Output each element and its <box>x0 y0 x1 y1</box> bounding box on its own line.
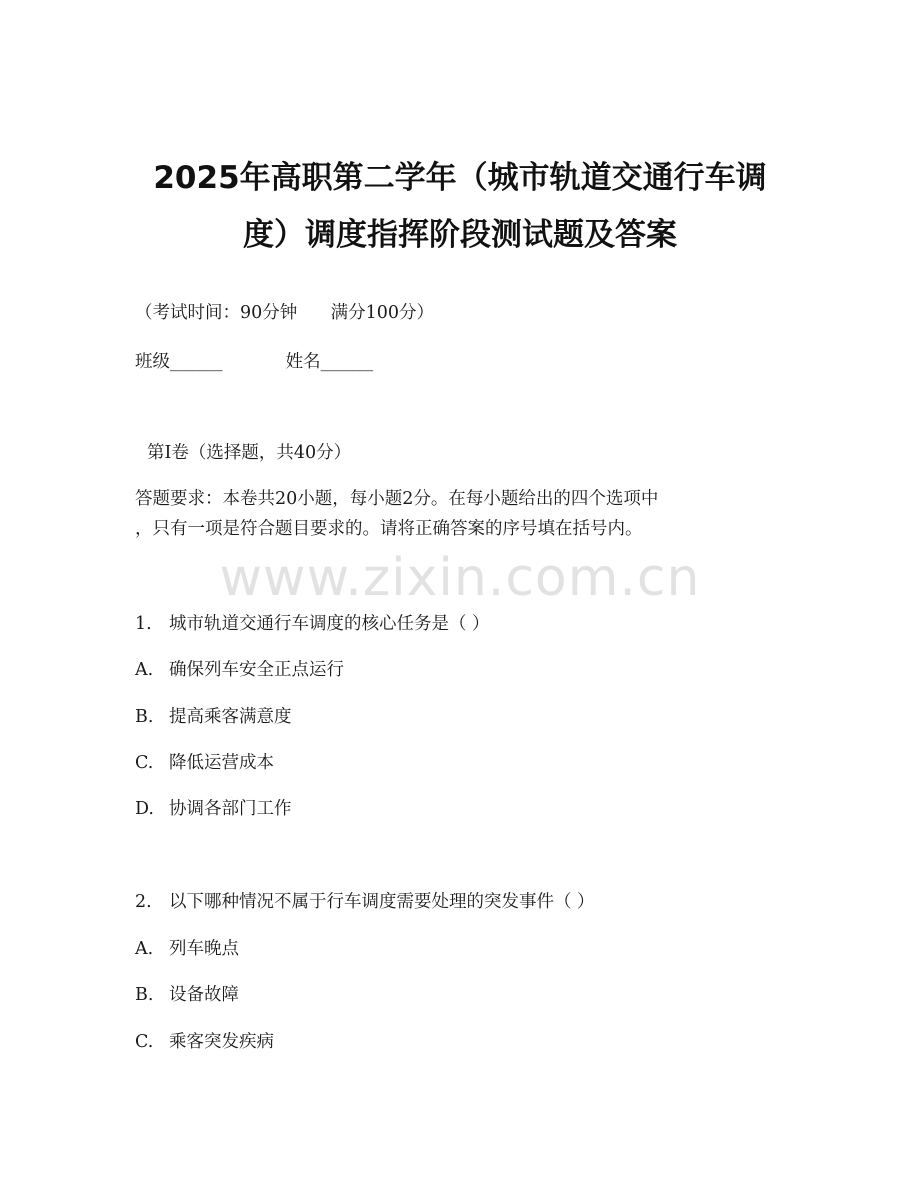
student-info-row <box>135 350 373 374</box>
question-2 <box>135 890 595 914</box>
option-text: 列车晚点 <box>169 939 239 959</box>
question-text: 以下哪种情况不属于行车调度需要处理的突发事件（ ） <box>169 892 595 912</box>
instructions-line-2: ，只有一项是符合题目要求的。请将正确答案的序号填在括号内。 <box>135 519 643 539</box>
option-letter: C. <box>135 1032 154 1052</box>
option-letter: A. <box>135 660 154 680</box>
watermark: www.zixin.com.cn <box>219 548 701 608</box>
option-letter: B. <box>135 985 154 1005</box>
option-text: 提高乘客满意度 <box>169 707 292 727</box>
option-letter: B. <box>135 707 154 727</box>
class-field: 班级______ <box>135 352 223 372</box>
question-1-option-b <box>135 705 292 729</box>
question-number: 1. <box>135 614 152 634</box>
section-heading: 第I卷（选择题，共40分） <box>147 443 352 463</box>
title-line-1: 2025年高职第二学年（城市轨道交通行车调 <box>153 160 767 196</box>
option-letter: C. <box>135 753 154 773</box>
option-text: 降低运营成本 <box>169 753 274 773</box>
question-1-option-c <box>135 751 274 775</box>
question-number: 2. <box>135 892 152 912</box>
document-title <box>100 150 820 264</box>
question-1-option-d <box>135 797 292 821</box>
question-2-option-b <box>135 983 239 1007</box>
question-text: 城市轨道交通行车调度的核心任务是（ ） <box>169 614 490 634</box>
exam-info: （考试时间：90分钟 满分100分） <box>135 303 435 323</box>
question-2-option-c <box>135 1030 274 1054</box>
option-letter: A. <box>135 939 154 959</box>
question-1 <box>135 612 490 636</box>
option-text: 确保列车安全正点运行 <box>169 660 344 680</box>
option-text: 乘客突发疾病 <box>169 1032 274 1052</box>
option-text: 设备故障 <box>169 985 239 1005</box>
name-field: 姓名______ <box>285 352 374 372</box>
option-letter: D. <box>135 799 154 819</box>
question-1-option-a <box>135 658 344 682</box>
question-2-option-a <box>135 937 239 961</box>
title-line-2: 度）调度指挥阶段测试题及答案 <box>243 217 677 253</box>
instructions-line-1: 答题要求：本卷共20小题，每小题2分。在每小题给出的四个选项中 <box>135 489 659 509</box>
option-text: 协调各部门工作 <box>169 799 292 819</box>
